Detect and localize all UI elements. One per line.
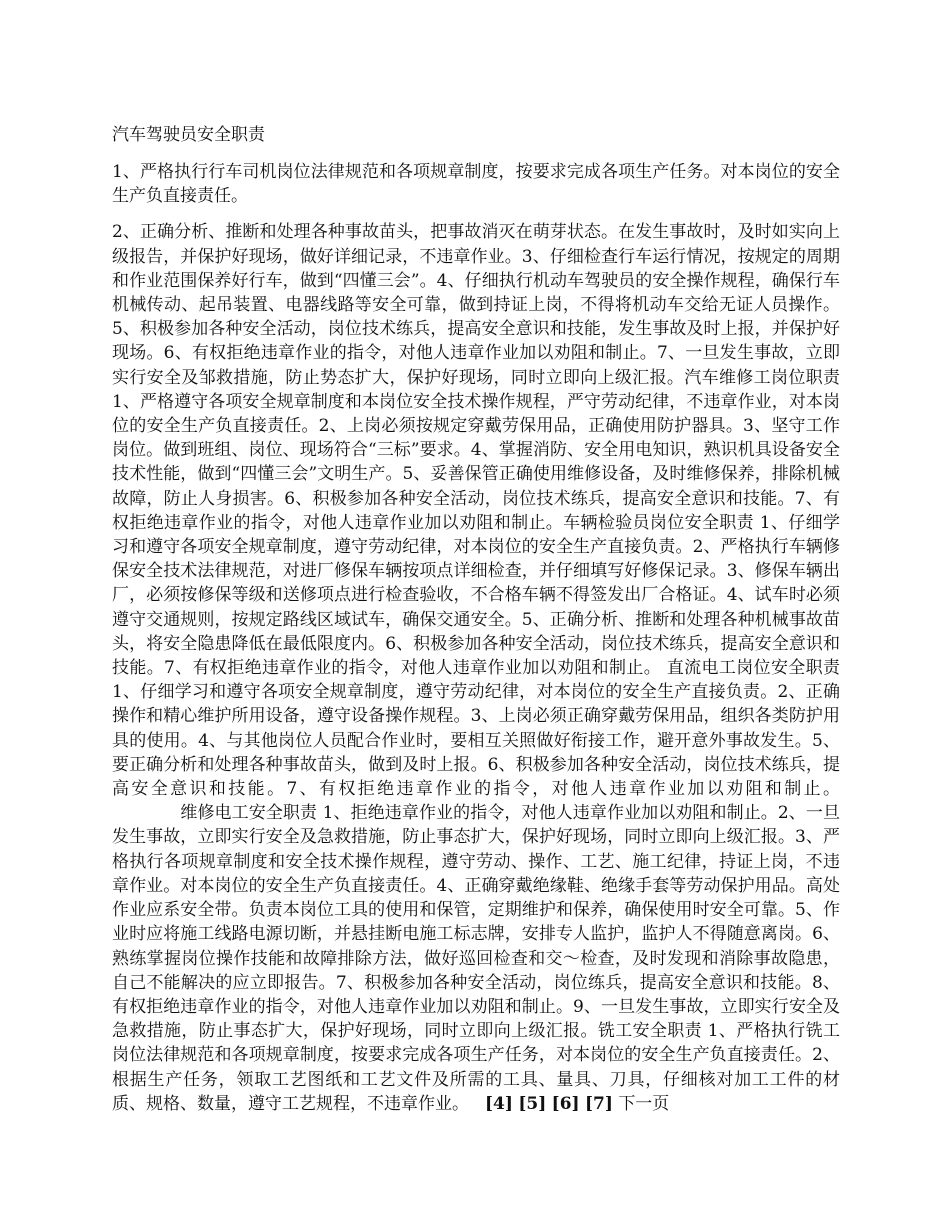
paragraph-2-text: 2、正确分析、推断和处理各种事故苗头，把事故消灭在萌芽状态。在发生事故时，及时如实向上级报告，并保护好现场，做好详细记录，不违章作业。3、仔细检查行车运行情况，按规定的周期和作业范围保养好行车，做到“四懂三会”。4、仔细执行机动车驾驶员的安全操作规程，确保行车机械传动、起吊装置、电器线路等安全可靠，做到持证上岗，不得将机动车交给无证人员操作。5、积极参加各种安全活动，岗位技术练兵，提高安全意识和技能，发生事故及时上报，并保护好现场。6、有权拒绝违章作业的指令，对他人违章作业加以劝阻和制止。7、一旦发生事故，立即实行安全及邹救措施，防止势态扩大，保护好现场，同时立即向上级汇报。汽车维修工岗位职责 1、严格遵守各项安全规章制度和本岗位安全技术操作规程，严守劳动纪律，不违章作业，对本岗位的安全生产负直接责任。2、上岗必须按规定穿戴劳保用品，正确使用防护器具。3、坚守工作岗位。做到班组、岗位、现场符合“三标”要求。4、掌握消防、安全用电知识，熟识机具设备安全技术性能，做到“四懂三会”文明生产。5、妥善保管正确使用维修设备，及时维修保养，排除机械故障，防止人身损害。6、积极参加各种安全活动，岗位技术练兵，提高安全意识和技能。7、有权拒绝违章作业的指令，对他人违章作业加以劝阻和制止。车辆检验员岗位安全职责 1、仔细学习和遵守各项安全规章制度，遵守劳动纪律，对本岗位的安全生产直接负责。2、严格执行车辆修保安全技术法律规范，对进厂修保车辆按项点详细检查，并仔细填写好修保记录。3、修保车辆出厂，必须按修保等级和送修项点进行检查验收，不合格车辆不得签发出厂合格证。4、试车时必须遵守交通规则，按规定路线区域试车，确保交通安全。5、正确分析、推断和处理各种机械事故苗头，将安全隐患降低在最低限度内。6、积极参加各种安全活动，岗位技术练兵，提高安全意识和技能。7、有权拒绝违章作业的指令，对他人违章作业加以劝阻和制止。 直流电工岗位安全职责 1、仔细学习和遵守各项安全规章制度，遵守劳动纪律，对本岗位的安全生产直接负责。2、正确操作和精心维护所用设备，遵守设备操作规程。3、上岗必须正确穿戴劳保用品，组织各类防护用具的使用。4、与其他岗位人员配合作业时，要相互关照做好衔接工作，避开意外事故发生。5、要正确分析和处理各种事故苗头，做到及时上报。6、积极参加各种安全活动，岗位技术练兵，提高安全意识和技能。7、有权拒绝违章作业的指令，对他人违章作业加以劝阻和制止。 维修电工安全职责 1、拒绝违章作业的指令，对他人违章作业加以劝阻和制止。2、一旦发生事故，立即实行安全及急救措施，防止事态扩大，保护好现场，同时立即向上级汇报。3、严格执行各项规章制度和安全技术操作规程，遵守劳动、操作、工艺、施工纪律，持证上岗，不违章作业。对本岗位的安全生产负直接责任。4、正确穿戴绝缘鞋、绝缘手套等劳动保护用品。高处作业应系安全带。负责本岗位工具的使用和保管，定期维护和保养，确保使用时安全可靠。5、作业时应将施工线路电源切断，并悬挂断电施工标志牌，安排专人监护，监护人不得随意离岗。6、熟练掌握岗位操作技能和故障排除方法，做好巡回检查和交～检查，及时发现和消除事故隐患，自己不能解决的应立即报告。7、积极参加各种安全活动，岗位练兵，提高安全意识和技能。8、有权拒绝违章作业的指令，对他人违章作业加以劝阻和制止。9、一旦发生事故，立即实行安全及急救措施，防止事态扩大，保护好现场，同时立即向上级汇报。铣工安全职责 1、严格执行铣工岗位法律规范和各项规章制度，按要求完成各项生产任务，对本岗位的安全生产负直接责任。2、根据生产任务，领取工艺图纸和工艺文件及所需的工具、量具、刀具，仔细核对加工工件的材质、规格、数量，遵守工艺规程，不违章作业。	[112, 222, 840, 1114]
next-page-link[interactable]: 下一页	[618, 1093, 670, 1114]
document-body	[112, 122, 840, 1128]
document-title: 汽车驾驶员安全职责	[112, 125, 265, 145]
page-link-5[interactable]: [5]	[518, 1093, 547, 1114]
paragraph-1: 1、严格执行行车司机岗位法律规范和各项规章制度，按要求完成各项生产任务。对本岗位的安全生产负直接责任。	[112, 162, 840, 207]
page-link-6[interactable]: [6]	[551, 1093, 580, 1114]
page-link-7[interactable]: [7]	[584, 1093, 613, 1114]
page-link-4[interactable]: [4]	[485, 1093, 513, 1114]
paragraph-2	[112, 220, 840, 1116]
pagination	[485, 1094, 669, 1114]
